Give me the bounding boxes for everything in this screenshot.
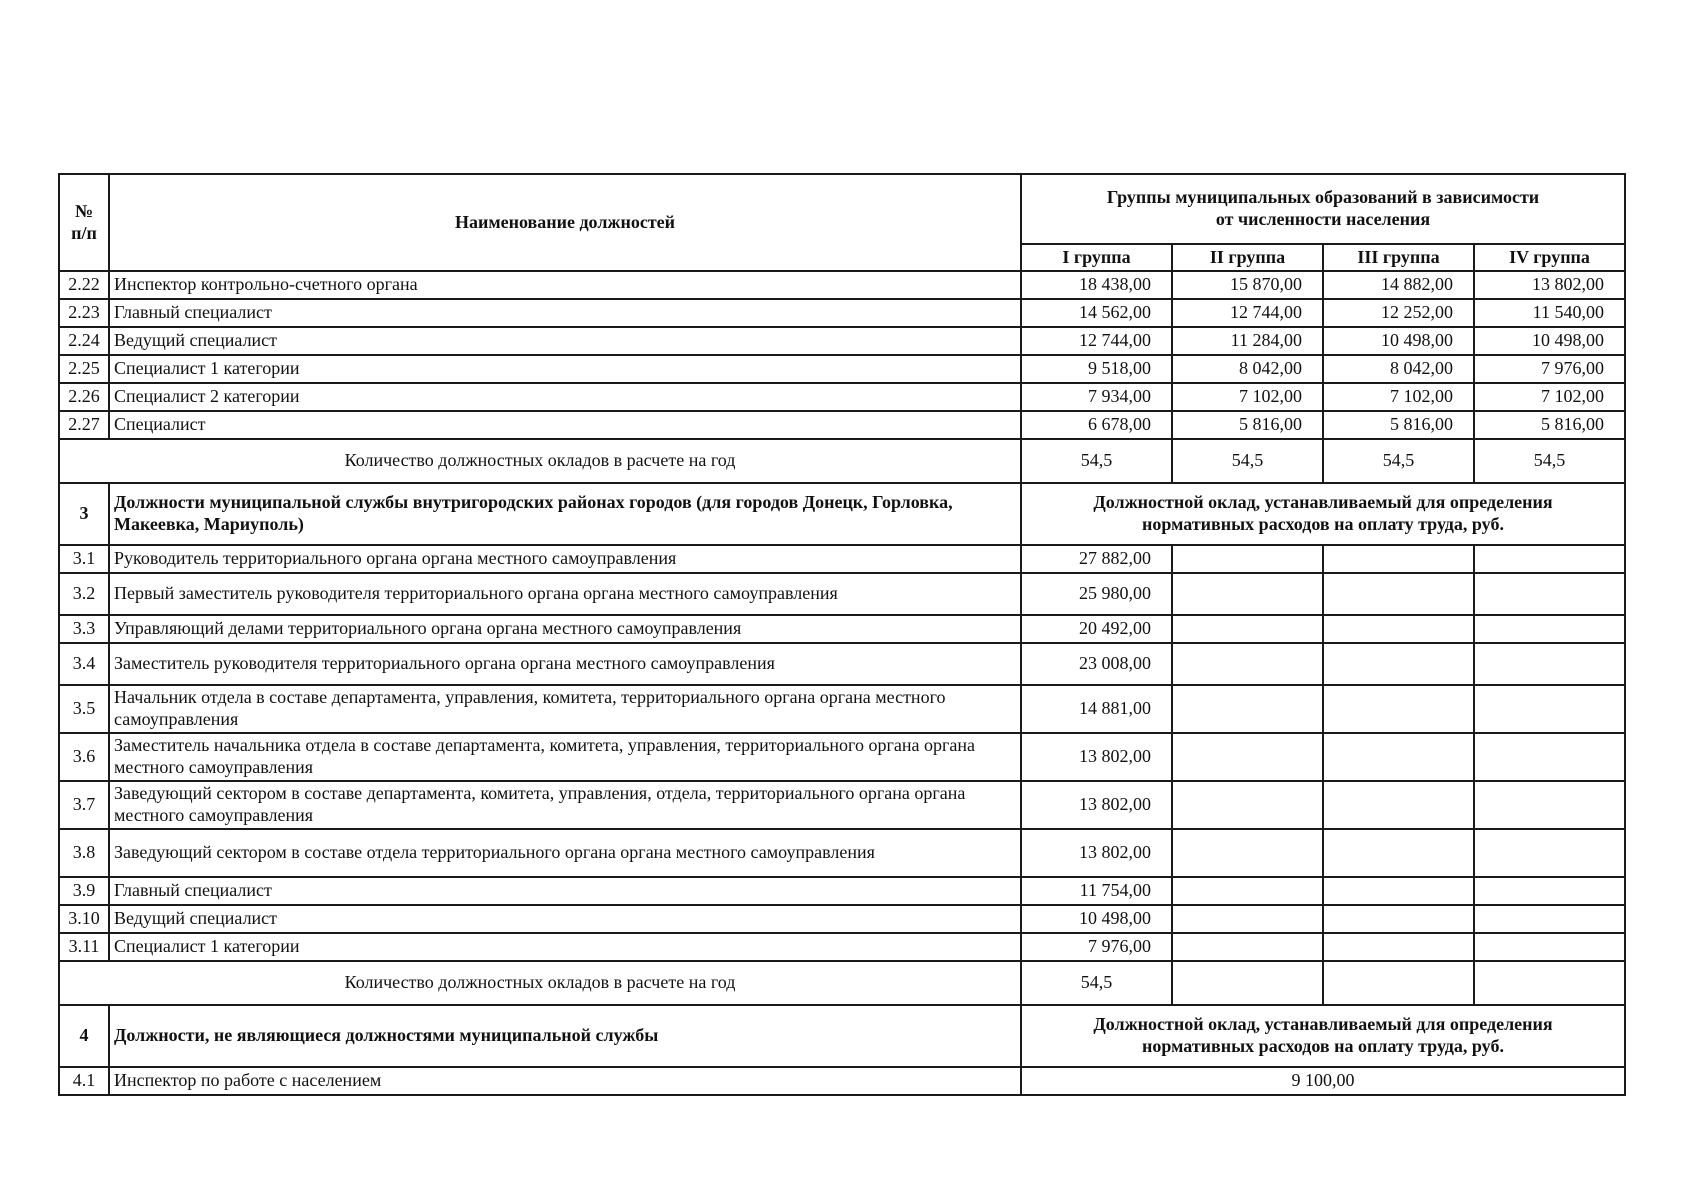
table-row (59, 299, 1625, 327)
section-salary-label: Должностной оклад, устанавливаемый для определения нормативных расходов на оплату труда, руб. (1021, 483, 1625, 545)
row-position: Начальник отдела в составе департамента, управления, комитета, территориального органа органа местного самоуправления (109, 685, 1021, 733)
empty-cell (1474, 545, 1625, 573)
total-value-group-1: 54,5 (1021, 439, 1172, 483)
empty-cell (1323, 643, 1474, 685)
header-number (59, 174, 109, 271)
row-number: 3.7 (59, 781, 109, 829)
row-value-group-1: 11 754,00 (1021, 877, 1172, 905)
empty-cell (1172, 643, 1323, 685)
total-value-group-4: 54,5 (1474, 439, 1625, 483)
row-position: Заведующий сектором в составе департамента, комитета, управления, отдела, территориального органа органа местного самоуправления (109, 781, 1021, 829)
row-value-group-2: 8 042,00 (1172, 355, 1323, 383)
row-value-group-2: 15 870,00 (1172, 271, 1323, 299)
row-number: 3.11 (59, 933, 109, 961)
row-value-group-1: 9 518,00 (1021, 355, 1172, 383)
table-row (59, 781, 1625, 829)
table-row (59, 545, 1625, 573)
empty-cell (1474, 685, 1625, 733)
row-position: Заместитель начальника отдела в составе департамента, комитета, управления, территориального органа органа местного самоуправления (109, 733, 1021, 781)
empty-cell (1172, 961, 1323, 1005)
empty-cell (1474, 933, 1625, 961)
row-number: 2.24 (59, 327, 109, 355)
empty-cell (1323, 961, 1474, 1005)
table-row (59, 643, 1625, 685)
empty-cell (1323, 877, 1474, 905)
row-value-group-4: 11 540,00 (1474, 299, 1625, 327)
table-row (59, 829, 1625, 877)
row-position: Заведующий сектором в составе отдела территориального органа органа местного самоуправления (109, 829, 1021, 877)
row-number: 4.1 (59, 1067, 109, 1095)
total-label: Количество должностных окладов в расчете на год (59, 961, 1021, 1005)
table-row (59, 615, 1625, 643)
row-position: Заместитель руководителя территориального органа органа местного самоуправления (109, 643, 1021, 685)
empty-cell (1474, 573, 1625, 615)
table-row (59, 271, 1625, 299)
section-title: Должности, не являющиеся должностями муниципальной службы (109, 1005, 1021, 1067)
empty-cell (1474, 961, 1625, 1005)
empty-cell (1172, 733, 1323, 781)
total-value-group-2: 54,5 (1172, 439, 1323, 483)
row-position: Управляющий делами территориального органа органа местного самоуправления (109, 615, 1021, 643)
total-row (59, 961, 1625, 1005)
row-number: 3.5 (59, 685, 109, 733)
empty-cell (1172, 781, 1323, 829)
header-group-1: I группа (1021, 244, 1172, 271)
section-header-row (59, 1005, 1625, 1067)
row-value-group-1: 13 802,00 (1021, 781, 1172, 829)
row-value-group-2: 11 284,00 (1172, 327, 1323, 355)
empty-cell (1172, 905, 1323, 933)
header-group-2: II группа (1172, 244, 1323, 271)
empty-cell (1172, 829, 1323, 877)
row-value-group-1: 10 498,00 (1021, 905, 1172, 933)
row-number: 2.22 (59, 271, 109, 299)
row-number: 3.4 (59, 643, 109, 685)
row-value-group-3: 10 498,00 (1323, 327, 1474, 355)
empty-cell (1323, 545, 1474, 573)
empty-cell (1474, 733, 1625, 781)
header-groups: Группы муниципальных образований в зависимости от численности населения (1021, 174, 1625, 244)
row-value-group-3: 14 882,00 (1323, 271, 1474, 299)
empty-cell (1323, 933, 1474, 961)
table-row (59, 1067, 1625, 1095)
empty-cell (1172, 573, 1323, 615)
row-value-group-4: 7 102,00 (1474, 383, 1625, 411)
row-value-group-1: 7 934,00 (1021, 383, 1172, 411)
header-position-name: Наименование должностей (109, 174, 1021, 271)
table-row (59, 685, 1625, 733)
total-row (59, 439, 1625, 483)
empty-cell (1323, 781, 1474, 829)
row-value-group-1: 13 802,00 (1021, 733, 1172, 781)
row-position: Специалист (109, 411, 1021, 439)
row-number: 2.26 (59, 383, 109, 411)
row-value-group-4: 7 976,00 (1474, 355, 1625, 383)
empty-cell (1172, 615, 1323, 643)
row-number: 3.8 (59, 829, 109, 877)
table-row (59, 877, 1625, 905)
empty-cell (1323, 905, 1474, 933)
empty-cell (1323, 733, 1474, 781)
row-position: Ведущий специалист (109, 327, 1021, 355)
row-value-group-2: 7 102,00 (1172, 383, 1323, 411)
row-value-group-1: 13 802,00 (1021, 829, 1172, 877)
empty-cell (1172, 933, 1323, 961)
row-value-group-3: 5 816,00 (1323, 411, 1474, 439)
row-value-group-2: 12 744,00 (1172, 299, 1323, 327)
section-title: Должности муниципальной службы внутригородских районах городов (для городов Донецк, Горловка, Макеевка, Мариуполь) (109, 483, 1021, 545)
row-value-group-1: 14 881,00 (1021, 685, 1172, 733)
row-number: 2.25 (59, 355, 109, 383)
table-row (59, 383, 1625, 411)
empty-cell (1323, 829, 1474, 877)
empty-cell (1172, 877, 1323, 905)
row-value-group-3: 12 252,00 (1323, 299, 1474, 327)
row-number: 3.2 (59, 573, 109, 615)
empty-cell (1172, 545, 1323, 573)
section-number: 4 (59, 1005, 109, 1067)
row-position: Инспектор по работе с населением (109, 1067, 1021, 1095)
row-position: Главный специалист (109, 299, 1021, 327)
row-value-group-3: 7 102,00 (1323, 383, 1474, 411)
table-row (59, 411, 1625, 439)
section-number: 3 (59, 483, 109, 545)
row-number: 3.3 (59, 615, 109, 643)
row-position: Главный специалист (109, 877, 1021, 905)
empty-cell (1474, 781, 1625, 829)
row-value-group-1: 20 492,00 (1021, 615, 1172, 643)
table-row (59, 355, 1625, 383)
table-header-row (59, 174, 1625, 244)
empty-cell (1474, 829, 1625, 877)
empty-cell (1474, 905, 1625, 933)
row-position: Специалист 2 категории (109, 383, 1021, 411)
section-header-row (59, 483, 1625, 545)
row-number: 3.1 (59, 545, 109, 573)
table-row (59, 327, 1625, 355)
row-position: Специалист 1 категории (109, 933, 1021, 961)
empty-cell (1474, 643, 1625, 685)
empty-cell (1172, 685, 1323, 733)
row-value-group-4: 13 802,00 (1474, 271, 1625, 299)
empty-cell (1323, 573, 1474, 615)
header-group-4: IV группа (1474, 244, 1625, 271)
header-group-3: III группа (1323, 244, 1474, 271)
row-value-group-4: 10 498,00 (1474, 327, 1625, 355)
row-value-group-3: 8 042,00 (1323, 355, 1474, 383)
table-row (59, 905, 1625, 933)
empty-cell (1323, 615, 1474, 643)
row-position: Ведущий специалист (109, 905, 1021, 933)
empty-cell (1474, 877, 1625, 905)
row-number: 2.23 (59, 299, 109, 327)
total-value-group-1: 54,5 (1021, 961, 1172, 1005)
row-number: 3.10 (59, 905, 109, 933)
table-row (59, 733, 1625, 781)
row-value-group-1: 7 976,00 (1021, 933, 1172, 961)
row-number: 3.9 (59, 877, 109, 905)
row-position: Инспектор контрольно-счетного органа (109, 271, 1021, 299)
table-row (59, 573, 1625, 615)
header-number-label: № п/п (71, 200, 97, 243)
total-value-group-3: 54,5 (1323, 439, 1474, 483)
section-salary-label: Должностной оклад, устанавливаемый для определения нормативных расходов на оплату труда, руб. (1021, 1005, 1625, 1067)
total-label: Количество должностных окладов в расчете на год (59, 439, 1021, 483)
row-value-group-2: 5 816,00 (1172, 411, 1323, 439)
row-value-group-1: 25 980,00 (1021, 573, 1172, 615)
row-value-merged: 9 100,00 (1021, 1067, 1625, 1095)
empty-cell (1474, 615, 1625, 643)
row-value-group-1: 18 438,00 (1021, 271, 1172, 299)
salary-table (58, 173, 1626, 1096)
row-position: Специалист 1 категории (109, 355, 1021, 383)
row-value-group-1: 14 562,00 (1021, 299, 1172, 327)
row-value-group-1: 27 882,00 (1021, 545, 1172, 573)
table-row (59, 933, 1625, 961)
row-value-group-1: 6 678,00 (1021, 411, 1172, 439)
row-position: Первый заместитель руководителя территориального органа органа местного самоуправления (109, 573, 1021, 615)
row-value-group-4: 5 816,00 (1474, 411, 1625, 439)
row-number: 2.27 (59, 411, 109, 439)
row-value-group-1: 23 008,00 (1021, 643, 1172, 685)
empty-cell (1323, 685, 1474, 733)
row-number: 3.6 (59, 733, 109, 781)
row-position: Руководитель территориального органа органа местного самоуправления (109, 545, 1021, 573)
row-value-group-1: 12 744,00 (1021, 327, 1172, 355)
